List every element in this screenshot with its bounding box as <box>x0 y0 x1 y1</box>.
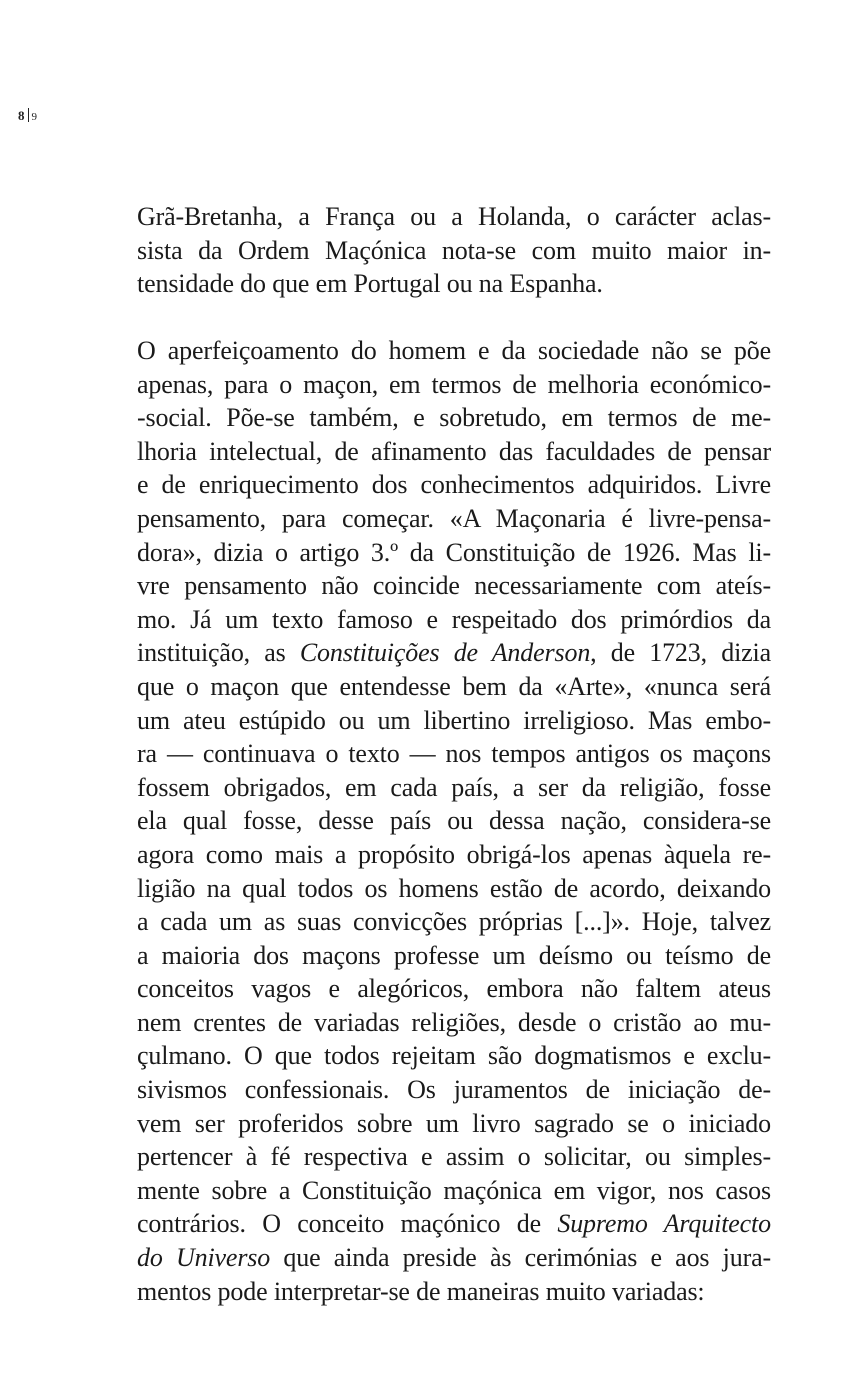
text-line <box>137 1207 771 1241</box>
text-line: mentos pode interpretar-se de maneiras muito variadas: <box>137 1276 705 1306</box>
text-line: pensamento, para começar. «A Maçonaria é livre-pensa- <box>137 503 771 533</box>
page-number-left: 8 <box>18 108 25 123</box>
text-line: Grã-Bretanha, a França ou a Holanda, o carácter aclas- <box>137 202 771 231</box>
text-segment: contrários. O conceito maçónico de <box>137 1209 558 1239</box>
text-line <box>137 1241 771 1275</box>
text-segment: instituição, as <box>137 638 300 668</box>
text-line: sivismos confessionais. Os juramentos de iniciação de- <box>137 1075 771 1105</box>
text-line: conceitos vagos e alegóricos, embora não faltem ateus <box>137 974 771 1004</box>
text-line: mente sobre a Constituição maçónica em vigor, nos casos <box>137 1175 771 1205</box>
page-number-right: 9 <box>31 111 37 123</box>
paragraph-2 <box>137 334 771 1308</box>
text-line: a maioria dos maçons professe um deísmo ou teísmo de <box>137 940 771 970</box>
text-line: um ateu estúpido ou um libertino irreligioso. Mas embo- <box>137 705 771 735</box>
page-number <box>18 108 37 125</box>
italic-title: Supremo Arquitecto <box>557 1209 771 1239</box>
text-line: vem ser proferidos sobre um livro sagrado se o iniciado <box>137 1108 771 1138</box>
text-line <box>137 636 771 670</box>
italic-title: do Universo <box>137 1243 271 1273</box>
paragraph-1 <box>137 200 771 301</box>
text-line: ra — continuava o texto — nos tempos antigos os maçons <box>137 739 771 769</box>
text-line: pertencer à fé respectiva e assim o solicitar, ou simples- <box>137 1142 771 1172</box>
text-line: lhoria intelectual, de afinamento das faculdades de pensar <box>137 436 771 466</box>
text-line: fossem obrigados, em cada país, a ser da religião, fosse <box>137 772 771 802</box>
page-number-separator <box>28 108 29 122</box>
text-line: agora como mais a propósito obrigá-los apenas àquela re- <box>137 839 771 869</box>
text-line: vre pensamento não coincide necessariamente com ateís- <box>137 571 771 601</box>
text-line: apenas, para o maçon, em termos de melhoria económico- <box>137 369 771 399</box>
text-line: tensidade do que em Portugal ou na Espanha. <box>137 269 603 299</box>
text-segment: que ainda preside às cerimónias e aos jura- <box>270 1243 772 1273</box>
text-line: ligião na qual todos os homens estão de acordo, deixando <box>137 873 771 903</box>
text-line: sista da Ordem Maçónica nota-se com muito maior in- <box>137 235 771 265</box>
text-line: çulmano. O que todos rejeitam são dogmatismos e exclu- <box>137 1041 771 1071</box>
text-line: -social. Põe-se também, e sobretudo, em termos de me- <box>137 403 771 433</box>
text-line: e de enriquecimento dos conhecimentos adquiridos. Livre <box>137 470 771 500</box>
text-line: ela qual fosse, desse país ou dessa nação, considera-se <box>137 806 771 836</box>
text-line: nem crentes de variadas religiões, desde o cristão ao mu- <box>137 1007 771 1037</box>
text-line: dora», dizia o artigo 3.º da Constituição de 1926. Mas li- <box>137 537 771 567</box>
text-line: mo. Já um texto famoso e respeitado dos primórdios da <box>137 604 771 634</box>
text-segment: , de 1723, dizia <box>590 638 771 668</box>
italic-title: Constituições de Anderson <box>299 638 591 668</box>
text-line: que o maçon que entendesse bem da «Arte», «nunca será <box>137 671 771 701</box>
text-line: O aperfeiçoamento do homem e da sociedade não se põe <box>137 336 771 365</box>
text-line: a cada um as suas convicções próprias [...]». Hoje, talvez <box>137 907 771 937</box>
